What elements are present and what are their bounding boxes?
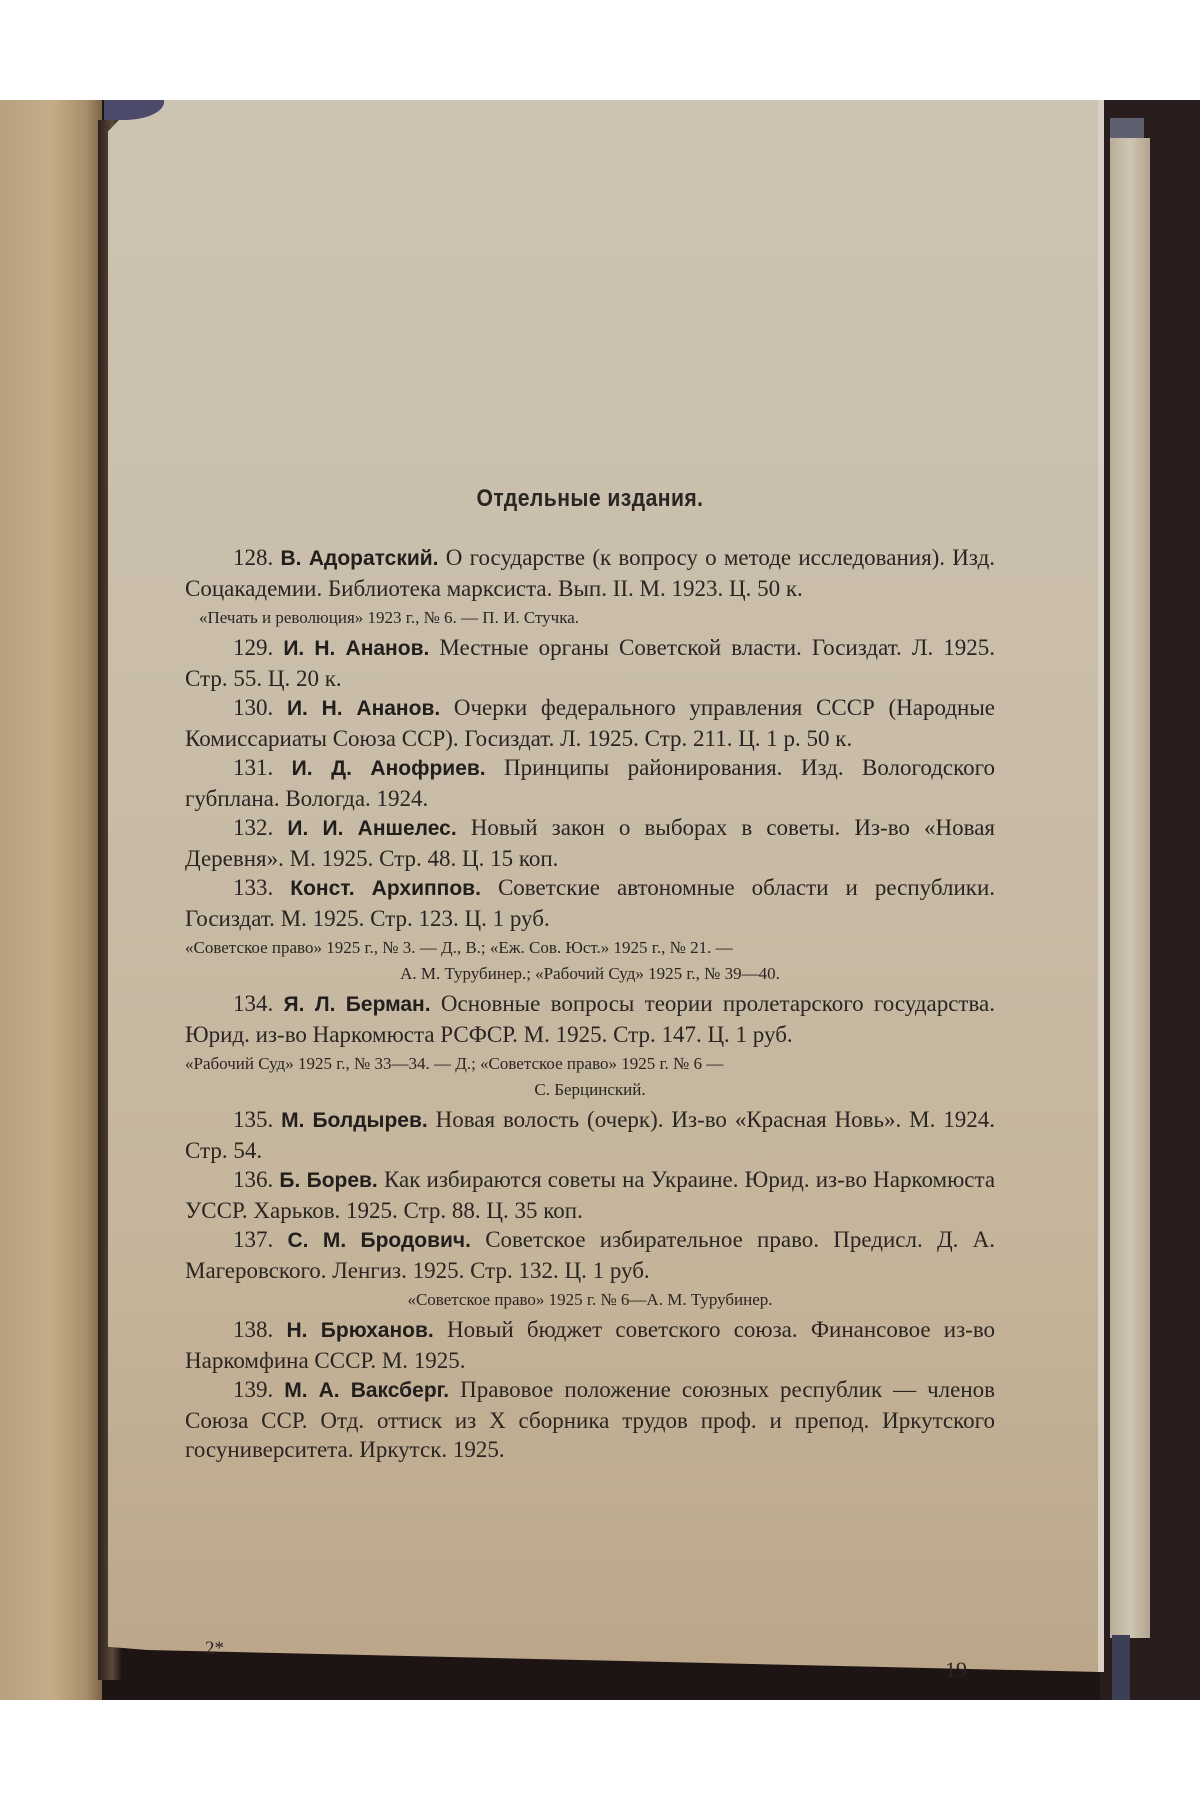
- entry-text: Основные вопросы теории пролетарского государства. Юрид. из-во Наркомюста РСФСР. М. 1925. Стр. 147. Ц. 1 руб.: [185, 991, 996, 1047]
- entry-author: Я. Л. Берман.: [283, 993, 431, 1016]
- book-photo: [0, 100, 1200, 1700]
- entry-number: 130.: [233, 695, 274, 720]
- bibliography-entry: [185, 1315, 995, 1375]
- entry-number: 129.: [233, 635, 274, 660]
- bibliography-entry: [185, 813, 995, 873]
- entry-text: Новый бюджет советского союза. Финансовое из-во Наркомфина СССР. М. 1925.: [185, 1317, 996, 1373]
- entry-number: 135.: [233, 1107, 274, 1132]
- bibliography-entry: [185, 873, 995, 987]
- bibliography-list: [185, 543, 995, 1465]
- entry-number: 139.: [233, 1377, 274, 1402]
- entry-review: «Советское право» 1925 г. № 6—А. М. Турубинер.: [407, 1290, 773, 1309]
- page-number: 19: [945, 1657, 967, 1682]
- entry-author: И. Д. Анофриев.: [291, 757, 486, 780]
- entry-text: Новый закон о выборах в советы. Из-во «Новая Деревня». М. 1925. Стр. 48. Ц. 15 коп.: [185, 815, 995, 871]
- entry-review-continuation: А. М. Турубинер.; «Рабочий Суд» 1925 г., № 39—40.: [400, 964, 780, 983]
- entry-number: 133.: [233, 875, 274, 900]
- cover-board-edge: [1110, 138, 1150, 1638]
- entry-text: Очерки федерального управления СССР (Народные Комиссариаты Союза ССР). Госиздат. Л. 1925. Стр. 211. Ц. 1 р. 50 к.: [185, 695, 995, 751]
- entry-text: Новая волость (очерк). Из-во «Красная Новь». М. 1924. Стр. 54.: [185, 1107, 996, 1163]
- entry-author: С. М. Бродович.: [287, 1229, 471, 1252]
- entry-number: 137.: [233, 1227, 274, 1252]
- entry-text: Правовое положение союзных республик — членов Союза ССР. Отд. оттиск из X сборника трудов проф. и препод. Иркутского госуниверситета. Иркутск. 1925.: [185, 1377, 996, 1462]
- entry-author: М. Болдырев.: [281, 1109, 428, 1132]
- entry-review-line: «Рабочий Суд» 1925 г., № 33—34. — Д.; «Советское право» 1925 г. № 6 —: [185, 1054, 724, 1073]
- bibliography-entry: [185, 693, 995, 753]
- bibliography-entry: [185, 753, 995, 813]
- cover-cloth-bottom: [1112, 1635, 1130, 1700]
- entry-number: 131.: [233, 755, 274, 780]
- entry-author: Н. Брюханов.: [286, 1319, 434, 1342]
- entry-text: Советское избирательное право. Предисл. Д. А. Магеровского. Ленгиз. 1925. Стр. 132. Ц. 1 руб.: [185, 1227, 996, 1283]
- entry-number: 134.: [233, 991, 274, 1016]
- entry-text: Принципы районирования. Изд. Вологодского губплана. Вологда. 1924.: [185, 755, 995, 811]
- entry-review-continuation: С. Берцинский.: [534, 1080, 646, 1099]
- entry-number: 136.: [233, 1167, 274, 1192]
- bibliography-entry: [185, 633, 995, 693]
- entry-text: Как избираются советы на Украине. Юрид. из-во Наркомюста УССР. Харьков. 1925. Стр. 88. Ц. 35 коп.: [185, 1167, 996, 1223]
- bibliography-entry: [185, 1225, 995, 1313]
- bibliography-entry: [185, 1105, 995, 1165]
- left-page-edge: [0, 100, 102, 1700]
- entry-author: В. Адоратский.: [280, 547, 439, 570]
- bibliography-entry: [185, 543, 995, 631]
- entry-number: 138.: [233, 1317, 274, 1342]
- entry-author: М. А. Ваксберг.: [284, 1379, 450, 1402]
- signature-mark: 2*: [205, 1638, 224, 1659]
- entry-review: [185, 1051, 995, 1103]
- entry-review: [185, 935, 995, 987]
- bibliography-entry: [185, 1165, 995, 1225]
- entry-author: Конст. Архиппов.: [290, 877, 481, 900]
- entry-text: Советские автономные области и республики. Госиздат. М. 1925. Стр. 123. Ц. 1 руб.: [185, 875, 996, 931]
- entry-review-line: «Советское право» 1925 г., № 3. — Д., В.; «Еж. Сов. Юст.» 1925 г., № 21. —: [185, 938, 733, 957]
- page-edge: [1098, 100, 1104, 1672]
- entry-review: «Печать и революция» 1923 г., № 6. — П. И. Стучка.: [199, 608, 580, 627]
- entry-number: 132.: [233, 815, 274, 840]
- section-heading: Отдельные издания.: [476, 485, 704, 512]
- entry-author: Б. Борев.: [279, 1169, 378, 1192]
- entry-text: Местные органы Советской власти. Госиздат. Л. 1925. Стр. 55. Ц. 20 к.: [185, 635, 995, 691]
- entry-number: 128.: [233, 545, 274, 570]
- entry-text: О государстве (к вопросу о методе исследования). Изд. Соцакадемии. Библиотека марксиста. Вып. II. М. 1923. Ц. 50 к.: [185, 545, 996, 601]
- cover-cloth-top: [1110, 118, 1144, 140]
- bibliography-entry: [185, 989, 995, 1103]
- entry-author: И. Н. Ананов.: [283, 637, 430, 660]
- bibliography-entry: [185, 1375, 995, 1465]
- entry-author: И. Н. Ананов.: [286, 697, 441, 720]
- entry-author: И. И. Аншелес.: [287, 817, 457, 840]
